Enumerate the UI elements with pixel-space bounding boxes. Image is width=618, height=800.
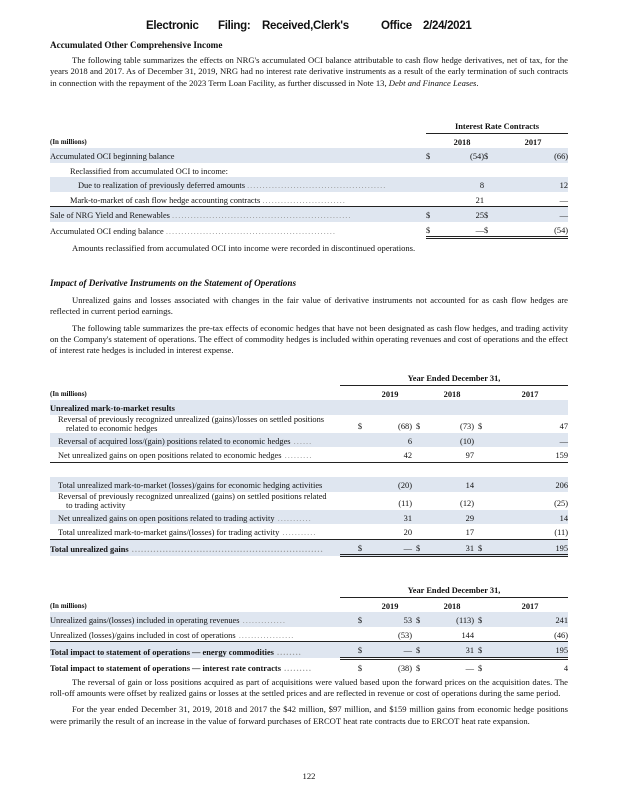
table-row: Net unrealized gains on open positions related to trading activity ........... 31 29 14	[50, 510, 568, 525]
table-row: Unrealized (losses)/gains included in cost of operations .................. (53) 144 (46)	[50, 627, 568, 642]
header-received: Received,Clerk's	[262, 20, 349, 32]
table-row: Mark-to-market of cash flow hedge accounting contracts ........................... 21 —	[50, 192, 568, 207]
aoci-paragraph: The following table summarizes the effects on NRG's accumulated OCI balance attributable to cash flow hedge derivatives, net of tax, for the years 2018 and 2017. As of December 31, 2019, NRG had no interest rate derivative instruments as a result of the early termination of such contracts in connection with the repayment of the 2023 Term Loan Facility, as further discussed in Note 13, Debt and Finance Leases.	[50, 55, 568, 88]
table-row: Reversal of acquired loss/(gain) positions related to economic hedges ...... 6 (10) —	[50, 433, 568, 448]
table-row: Reversal of previously recognized unrealized (gains) on settled positions related to trading activity (11) (12) (25)	[58, 491, 569, 510]
table-row: Total unrealized mark-to-market gains/(losses) for trading activity ........... 20 17 (11)	[50, 524, 568, 539]
aoci-table-title: Interest Rate Contracts	[426, 118, 568, 133]
mtm-section-label: Unrealized mark-to-market results	[50, 400, 340, 415]
filing-header	[0, 20, 618, 36]
closing-paragraph-1: The reversal of gain or loss positions acquired as part of acquisitions were valued based upon the forward prices on the acquisition dates. The roll-off amounts were offset by realized gains or losses at the settled prices and are reflected in revenue or cost of operations during the same period.	[50, 677, 568, 699]
header-electronic: Electronic	[146, 20, 199, 32]
impact-units: (In millions)	[50, 601, 87, 610]
table-row: Due to realization of previously deferred amounts ............................................. 8 12	[50, 177, 568, 192]
header-office: Office	[381, 20, 412, 32]
aoci-table	[50, 118, 568, 254]
table-row: Reclassified from accumulated OCI to income:	[70, 166, 228, 176]
unrealized-mtm-table: Year Ended December 31, (In millions) 2019 2018 2017 Unrealized mark-to-market results Reversal of previously recognized unrealized (gains)/losses on settled positions related to economic hedges $ (68) $ (73) $ 47 Reversal of acquired loss/(gain) positions related to economic hedges ...... 6 (10) — Net unrealized gains on open positions related to economic hedges ......... 42 97 159 Total unrealized mark-to-market (losses)/gains for economic hedging activities (20) 14 206 Reversal of previously recognized unrealized (gains) on settled positions related to trading activity (11) (12) (25) Net unrealized gains on open positions related to trading activity ........... 31 29 14 Total unrealized mark-to-market gains/(losses) for trading activity ........... 20 17 (11) Total unrealized gains .............................................................. $ — $ 31 $ 195	[50, 370, 568, 557]
aoci-units: (In millions)	[50, 137, 87, 146]
header-date: 2/24/2021	[423, 20, 472, 32]
derivative-paragraph-2: The following table summarizes the pre-tax effects of economic hedges that have not been designated as cash flow hedges, and trading activity on the Company's statement of operations. The effect of commodity hedges is included within operating revenues and cost of operations and the effect of interest rate hedges is included in interest expense.	[50, 322, 568, 356]
derivative-paragraph-1: Unrealized gains and losses associated with changes in the fair value of derivative instruments not accounted for as cash flow hedges are reflected in current period earnings.	[50, 295, 568, 317]
closing-paragraph-2: For the year ended December 31, 2019, 2018 and 2017 the $42 million, $97 million, and $159 million gains from economic hedge positions were primarily the result of an increase in the value of forward purchases of ERCOT heat rate contracts due to ERCOT heat rate expansion.	[50, 704, 568, 726]
mtm-table-title: Year Ended December 31,	[340, 370, 568, 385]
header-filing: Filing:	[218, 20, 251, 32]
table-row: Reversal of previously recognized unrealized (gains)/losses on settled positions related to economic hedges $ (68) $ (73) $ 47	[58, 414, 569, 433]
table-row: Accumulated OCI beginning balance $ (54) $ (66)	[50, 148, 568, 163]
section-aoci	[50, 40, 568, 89]
statement-impact-table: Year Ended December 31, (In millions) 2019 2018 2017 Unrealized gains/(losses) included in operating revenues .............. $ 53 $ (113) $ 241 Unrealized (losses)/gains included in cost of operations .................. (53) 144 (46) Total impact to statement of operations — energy commodities ........ $ — $ 31 $ 195 Total impact to statement of operations — interest rate contracts ......... $ (38) $ — $ 4 The reversal of gain or loss positions acquired as part of acquisitions were valued based upon the forward prices on the acquisition dates. The roll-off amounts were offset by realized gains or losses at the settled prices and are reflected in revenue or cost of operations during the same period. For the year ended December 31, 2019, 2018 and 2017 the $42 million, $97 million, and $159 million gains from economic hedge positions were primarily the result of an increase in the value of forward purchases of ERCOT heat rate contracts due to ERCOT heat rate expansion.	[50, 582, 568, 727]
table-row: Total unrealized mark-to-market (losses)/gains for economic hedging activities (20) 14 206	[50, 477, 568, 492]
impact-table-title: Year Ended December 31,	[340, 582, 568, 597]
table-row: Accumulated OCI ending balance ....................................................... $ — $ (54)	[50, 222, 568, 238]
spacer-row	[50, 462, 568, 477]
table-row: Total impact to statement of operations — energy commodities ........ $ — $ 31 $ 195	[50, 642, 568, 659]
table-row: Total impact to statement of operations — interest rate contracts ......... $ (38) $ — $ 4	[50, 663, 569, 673]
aoci-year-2017: 2017	[524, 137, 542, 147]
section-title-derivative-impact: Impact of Derivative Instruments on the Statement of Operations	[50, 278, 297, 288]
table-row: Sale of NRG Yield and Renewables .......................................................... $ 25 $ —	[50, 207, 568, 222]
table-row: Total unrealized gains .............................................................. $ — $ 31 $ 195	[50, 539, 568, 556]
section-derivative-impact	[50, 278, 568, 356]
aoci-year-2018: 2018	[453, 137, 471, 147]
mtm-units: (In millions)	[50, 389, 87, 398]
section-title-aoci: Accumulated Other Comprehensive Income	[50, 40, 223, 50]
table-row: Unrealized gains/(losses) included in operating revenues .............. $ 53 $ (113) $ 241	[50, 612, 568, 627]
page-number: 122	[302, 771, 316, 781]
table-row: Net unrealized gains on open positions related to economic hedges ......... 42 97 159	[50, 447, 568, 462]
reclass-note: Amounts reclassified from accumulated OCI into income were recorded in discontinued operations.	[72, 243, 416, 253]
